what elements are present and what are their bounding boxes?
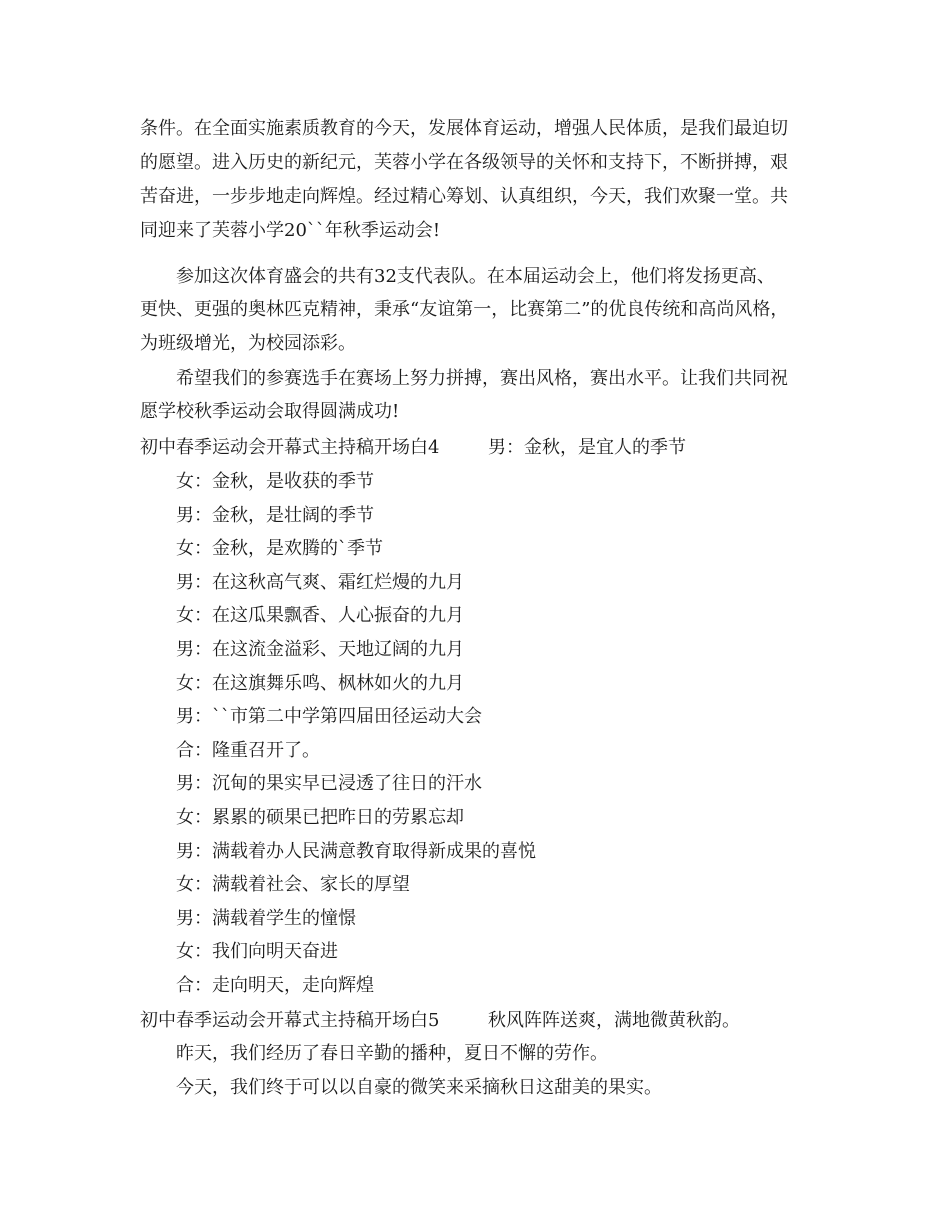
dialogue-line: 女：在这旗舞乐鸣、枫林如火的九月 (176, 673, 464, 694)
dialogue-line: 男：满载着学生的憧憬 (176, 908, 356, 929)
dialogue-line: 男：在这流金溢彩、天地辽阔的九月 (176, 639, 464, 660)
paragraph-1-line: 条件。在全面实施素质教育的今天，发展体育运动，增强人民体质，是我们最迫切 (140, 118, 788, 139)
dialogue-line: 合：隆重召开了。 (176, 740, 320, 761)
section-5-title: 初中春季运动会开幕式主持稿开场白5 (140, 1010, 440, 1031)
paragraph-1-line: 的愿望。进入历史的新纪元，芙蓉小学在各级领导的关怀和支持下，不断拼搏，艰 (140, 152, 788, 173)
paragraph-1-line: 同迎来了芙蓉小学20``年秋季运动会! (140, 220, 441, 241)
paragraph-2-line: 更快、更强的奥林匹克精神，秉承“友谊第一，比赛第二”的优良传统和高尚风格， (140, 299, 789, 320)
dialogue-line: 男：在这秋高气爽、霜红烂熳的九月 (176, 572, 464, 593)
paragraph-2-line: 为班级增光，为校园添彩。 (140, 333, 356, 354)
paragraph-3-line: 愿学校秋季运动会取得圆满成功! (140, 401, 400, 422)
section-4-title: 初中春季运动会开幕式主持稿开场白4 (140, 437, 440, 458)
dialogue-line: 男：沉甸的果实早已浸透了往日的汗水 (176, 773, 482, 794)
dialogue-line: 女：金秋，是收获的季节 (176, 471, 374, 492)
dialogue-line: 女：我们向明天奋进 (176, 941, 338, 962)
dialogue-line: 男：``市第二中学第四届田径运动大会 (176, 706, 482, 727)
paragraph-line: 今天，我们终于可以以自豪的微笑来采摘秋日这甜美的果实。 (176, 1077, 662, 1098)
dialogue-line: 女：在这瓜果飘香、人心振奋的九月 (176, 605, 464, 626)
section-5-first-line: 秋风阵阵送爽，满地微黄秋韵。 (488, 1010, 740, 1031)
dialogue-line: 男：满载着办人民满意教育取得新成果的喜悦 (176, 841, 536, 862)
dialogue-line: 女：累累的硕果已把昨日的劳累忘却 (176, 807, 464, 828)
dialogue-line: 合：走向明天，走向辉煌 (176, 975, 374, 996)
paragraph-1-line: 苦奋进，一步步地走向辉煌。经过精心筹划、认真组织，今天，我们欢聚一堂。共 (140, 186, 788, 207)
dialogue-line: 女：满载着社会、家长的厚望 (176, 874, 410, 895)
dialogue-line: 男：金秋，是壮阔的季节 (176, 505, 374, 526)
section-4-first-line: 男：金秋，是宜人的季节 (488, 437, 686, 458)
paragraph-2-line: 参加这次体育盛会的共有32支代表队。在本届运动会上，他们将发扬更高、 (176, 266, 775, 287)
dialogue-line: 女：金秋，是欢腾的`季节 (176, 538, 383, 559)
paragraph-3-line: 希望我们的参赛选手在赛场上努力拼搏，赛出风格，赛出水平。让我们共同祝 (176, 368, 788, 389)
paragraph-line: 昨天，我们经历了春日辛勤的播种，夏日不懈的劳作。 (176, 1043, 608, 1064)
